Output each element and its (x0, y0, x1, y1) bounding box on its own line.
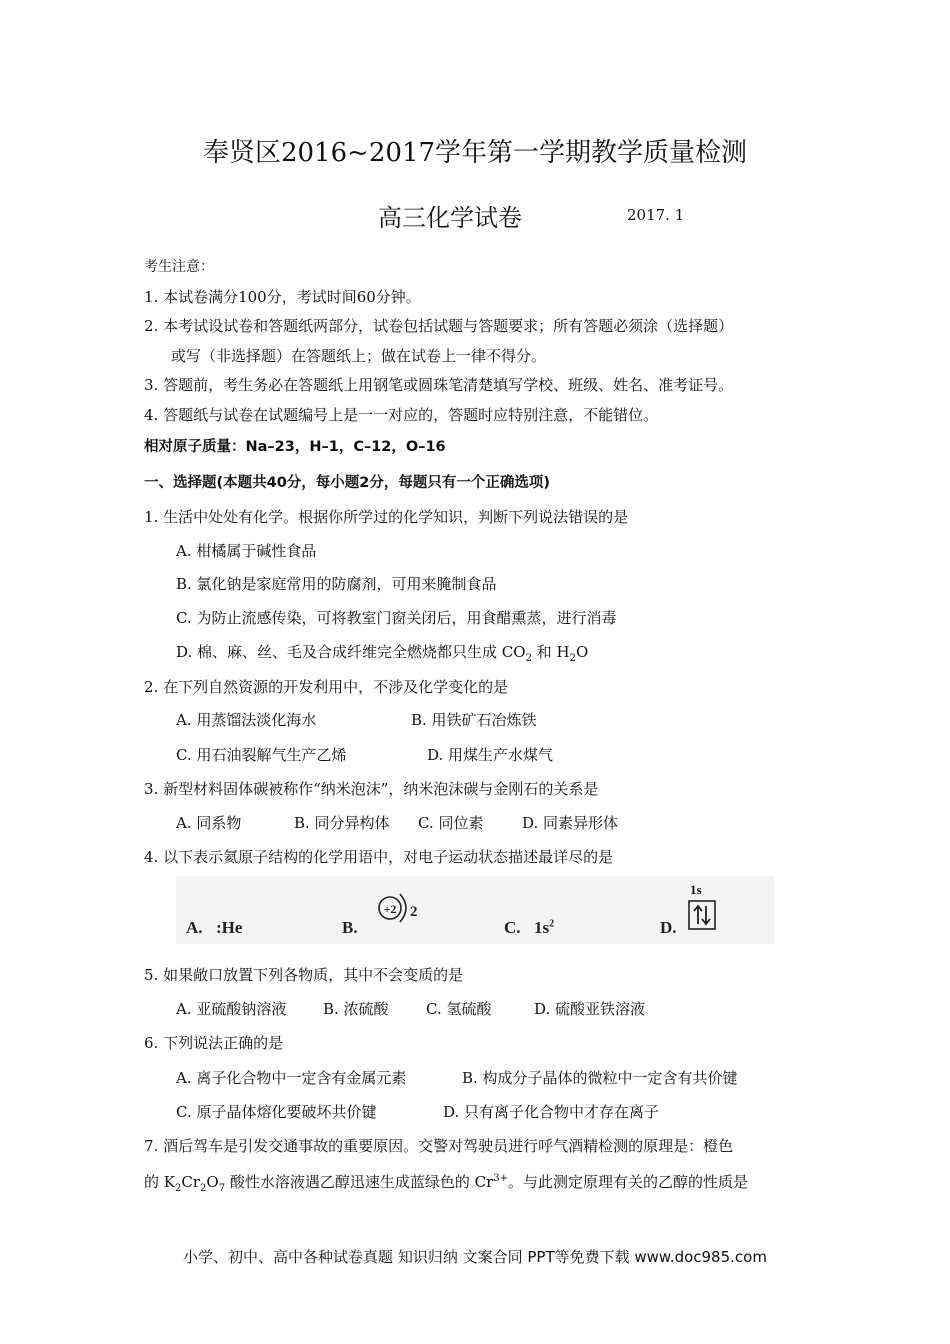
q5-option-b: B. 浓硫酸 (323, 1000, 389, 1018)
section-heading: 一、选择题(本题共40分，每小题2分，每题只有一个正确选项) (144, 475, 551, 491)
exam-date: 2017. 1 (627, 206, 685, 224)
q3-option-a: A. 同系物 (176, 814, 242, 832)
q3-stem: 3. 新型材料固体碳被称作“纳米泡沫”，纳米泡沫碳与金刚石的关系是 (144, 780, 599, 798)
q1-option-a: A. 柑橘属于碱性食品 (176, 542, 317, 560)
q7-line-2: 的 $K_2Cr_2O_7$ 酸性水溶液遇乙醇迅速生成蓝绿色的 $Cr^{3+}$。与此测定原理有关的乙醇的性质是 (144, 1173, 749, 1194)
q2-option-c: C. 用石油裂解气生产乙烯 (176, 746, 347, 764)
q4-option-c-label: C. (504, 918, 521, 937)
atomic-mass-line: 相对原子质量：Na–23，H–1，C–12，O–16 (144, 439, 446, 455)
q5-option-d: D. 硫酸亚铁溶液 (534, 1000, 646, 1018)
notice-item-3: 3. 答题前，考生务必在答题纸上用钢笔或圆珠笔清楚填写学校、班级、姓名、准考证号。 (144, 376, 734, 394)
q3-option-d: D. 同素异形体 (522, 814, 619, 832)
notice-item-2: 2. 本考试设试卷和答题纸两部分，试卷包括试题与答题要求；所有答题必须涂（选择题） (144, 317, 734, 335)
q1-option-b: B. 氯化钠是家庭常用的防腐剂，可用来腌制食品 (176, 575, 497, 593)
q4-option-b-label: B. (342, 918, 358, 937)
q3-option-b: B. 同分异构体 (294, 814, 390, 832)
orbital-label: 1s (690, 882, 702, 897)
q4-stem: 4. 以下表示氦原子结构的化学用语中，对电子运动状态描述最详尽的是 (144, 848, 614, 866)
spin-up-arrow-icon (694, 906, 702, 924)
q1-stem: 1. 生活中处处有化学。根据你所学过的化学知识，判断下列说法错误的是 (144, 508, 629, 526)
notice-item-4: 4. 答题纸与试卷在试题编号上是一一对应的，答题时应特别注意，不能错位。 (144, 406, 659, 424)
q4-option-d-label: D. (660, 918, 677, 937)
notice-item-1: 1. 本试卷满分100分，考试时间60分钟。 (144, 288, 421, 306)
q5-option-c: C. 氢硫酸 (426, 1000, 492, 1018)
q1-option-c: C. 为防止流感传染，可将教室门窗关闭后，用食醋熏蒸，进行消毒 (176, 609, 617, 627)
shell-electron-count: 2 (410, 904, 418, 920)
q6-stem: 6. 下列说法正确的是 (144, 1034, 284, 1052)
q6-option-b: B. 构成分子晶体的微粒中一定含有共价键 (462, 1069, 738, 1087)
q3-option-c: C. 同位素 (418, 814, 484, 832)
q7-line-1: 7. 酒后驾车是引发交通事故的重要原因。交警对驾驶员进行呼气酒精检测的原理是：橙色 (144, 1137, 734, 1155)
exam-subtitle: 高三化学试卷 (378, 204, 522, 232)
q5-stem: 5. 如果敞口放置下列各物质，其中不会变质的是 (144, 966, 464, 984)
orbital-box (689, 901, 715, 929)
q4-option-a-label: A. (186, 918, 203, 937)
atom-structure-diagram (372, 888, 422, 944)
q1-option-d: D. 棉、麻、丝、毛及合成纤维完全燃烧都只生成 $CO_2$ 和 $H_2O$ (176, 643, 589, 664)
q6-option-c: C. 原子晶体熔化要破坏共价键 (176, 1103, 377, 1121)
q2-option-b: B. 用铁矿石冶炼铁 (411, 711, 537, 729)
q6-option-d: D. 只有离子化合物中才存在离子 (443, 1103, 660, 1121)
notice-item-2-cont: 或写（非选择题）在答题纸上；做在试卷上一律不得分。 (171, 347, 547, 365)
q2-option-a: A. 用蒸馏法淡化海水 (176, 711, 317, 729)
spin-down-arrow-icon (702, 906, 710, 924)
q2-stem: 2. 在下列自然资源的开发利用中，不涉及化学变化的是 (144, 678, 509, 696)
footer-watermark-text: 小学、初中、高中各种试卷真题 知识归纳 文案合同 PPT等免费下载 www.doc985.com (183, 1248, 767, 1266)
page-title: 奉贤区2016~2017学年第一学期教学质量检测 (202, 138, 748, 168)
q4-options-image (176, 876, 774, 944)
orbital-box-diagram (688, 900, 718, 932)
q2-option-d: D. 用煤生产水煤气 (427, 746, 554, 764)
notice-heading: 考生注意： (144, 259, 214, 275)
q6-option-a: A. 离子化合物中一定含有金属元素 (176, 1069, 407, 1087)
nucleus-charge: +2 (383, 902, 397, 916)
q5-option-a: A. 亚硫酸钠溶液 (176, 1000, 287, 1018)
q4-option-c-text: $1s^2$ (534, 918, 555, 937)
q4-option-a-text: :He (216, 918, 243, 937)
